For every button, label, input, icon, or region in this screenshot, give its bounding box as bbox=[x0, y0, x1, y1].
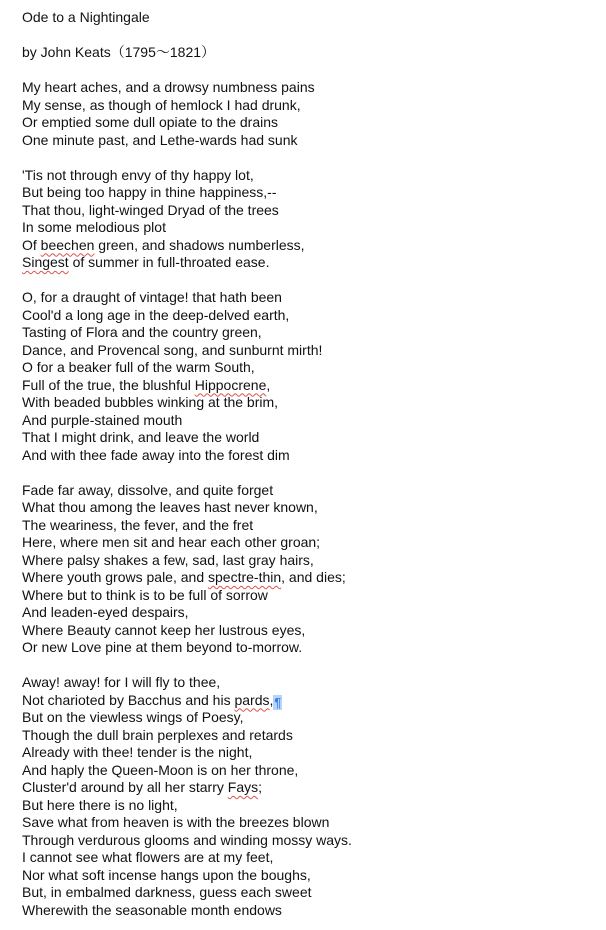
poem-line: Away! away! for I will fly to thee, bbox=[22, 674, 221, 690]
poem-line: Singest of summer in full-throated ease. bbox=[22, 254, 270, 270]
poem-line: And haply the Queen-Moon is on her throne, bbox=[22, 761, 299, 778]
poem-line: In some melodious plot bbox=[22, 219, 166, 235]
poem-line: O, for a draught of vintage! that hath been bbox=[22, 289, 282, 305]
poem-byline: by John Keats（1795～1821） bbox=[22, 44, 216, 60]
poem-line: Of beechen green, and shadows numberless, bbox=[22, 236, 305, 253]
document-body[interactable] bbox=[22, 9, 597, 919]
blank-line bbox=[22, 149, 597, 167]
poem-line: Nor what soft incense hangs upon the boughs, bbox=[22, 866, 311, 883]
blank-line bbox=[22, 464, 597, 482]
poem-line: 'Tis not through envy of thy happy lot, bbox=[22, 166, 254, 183]
poem-line: That thou, light-winged Dryad of the trees bbox=[22, 201, 279, 218]
poem-line: O for a beaker full of the warm South, bbox=[22, 359, 255, 375]
poem-line: Already with thee! tender is the night, bbox=[22, 744, 253, 760]
blank-line bbox=[22, 657, 597, 675]
poem-line: Cool'd a long age in the deep-delved earth, bbox=[22, 306, 290, 323]
spellcheck-flag[interactable]: spectre-thin bbox=[208, 569, 282, 585]
poem-line: But here there is no light, bbox=[22, 796, 178, 813]
poem-line: Tasting of Flora and the country green, bbox=[22, 324, 262, 340]
blank-line bbox=[22, 272, 597, 290]
poem-line: Where Beauty cannot keep her lustrous eyes, bbox=[22, 621, 306, 638]
poem-line: My heart aches, and a drowsy numbness pains bbox=[22, 79, 315, 95]
blank-line bbox=[22, 27, 597, 45]
poem-line: Here, where men sit and hear each other groan; bbox=[22, 534, 321, 550]
poem-line: But being too happy in thine happiness,-- bbox=[22, 184, 277, 200]
poem-line: With beaded bubbles winking at the brim, bbox=[22, 394, 279, 410]
poem-line: Where youth grows pale, and spectre-thin, and dies; bbox=[22, 569, 346, 585]
poem-line: That I might drink, and leave the world bbox=[22, 429, 260, 445]
poem-line: Where but to think is to be full of sorrow bbox=[22, 586, 268, 603]
poem-stanzas bbox=[22, 79, 597, 919]
poem-line: And with thee fade away into the forest dim bbox=[22, 446, 290, 463]
poem-line: But, in embalmed darkness, guess each sweet bbox=[22, 884, 312, 900]
blank-line bbox=[22, 62, 597, 80]
poem-line: Though the dull brain perplexes and retards bbox=[22, 726, 293, 743]
poem-line: The weariness, the fever, and the fret bbox=[22, 516, 254, 533]
poem-line: My sense, as though of hemlock I had drunk, bbox=[22, 96, 301, 113]
poem-line: Full of the true, the blushful Hippocrene, bbox=[22, 376, 271, 393]
poem-line: Wherewith the seasonable month endows bbox=[22, 901, 282, 918]
poem-line: Or new Love pine at them beyond to-morrow. bbox=[22, 639, 303, 655]
poem-line: Not charioted by Bacchus and his pards,¶ bbox=[22, 691, 282, 710]
poem-line: What thou among the leaves hast never known, bbox=[22, 499, 318, 515]
pilcrow-icon: ¶ bbox=[274, 694, 282, 710]
poem-line: Or emptied some dull opiate to the drains bbox=[22, 114, 279, 130]
spellcheck-flag[interactable]: Singest bbox=[22, 254, 69, 270]
spellcheck-flag[interactable]: pards bbox=[234, 691, 270, 708]
poem-line: And purple-stained mouth bbox=[22, 411, 183, 428]
spellcheck-flag[interactable]: Fays bbox=[227, 779, 259, 795]
poem-line: And leaden-eyed despairs, bbox=[22, 604, 189, 620]
poem-line: Cluster'd around by all her starry Fays; bbox=[22, 779, 262, 795]
poem-line: But on the viewless wings of Poesy, bbox=[22, 709, 244, 725]
poem-line: I cannot see what flowers are at my feet, bbox=[22, 849, 274, 865]
spellcheck-flag[interactable]: beechen bbox=[40, 236, 95, 253]
spellcheck-flag[interactable]: Hippocrene bbox=[194, 376, 267, 393]
poem-line: Through verdurous glooms and winding mossy ways. bbox=[22, 831, 352, 848]
poem-line: One minute past, and Lethe-wards had sunk bbox=[22, 131, 298, 148]
poem-line: Save what from heaven is with the breezes blown bbox=[22, 814, 330, 830]
poem-line: Dance, and Provencal song, and sunburnt mirth! bbox=[22, 341, 323, 358]
poem-line: Fade far away, dissolve, and quite forget bbox=[22, 481, 274, 498]
poem-line: Where palsy shakes a few, sad, last gray hairs, bbox=[22, 551, 314, 568]
poem-title: Ode to a Nightingale bbox=[22, 9, 150, 25]
